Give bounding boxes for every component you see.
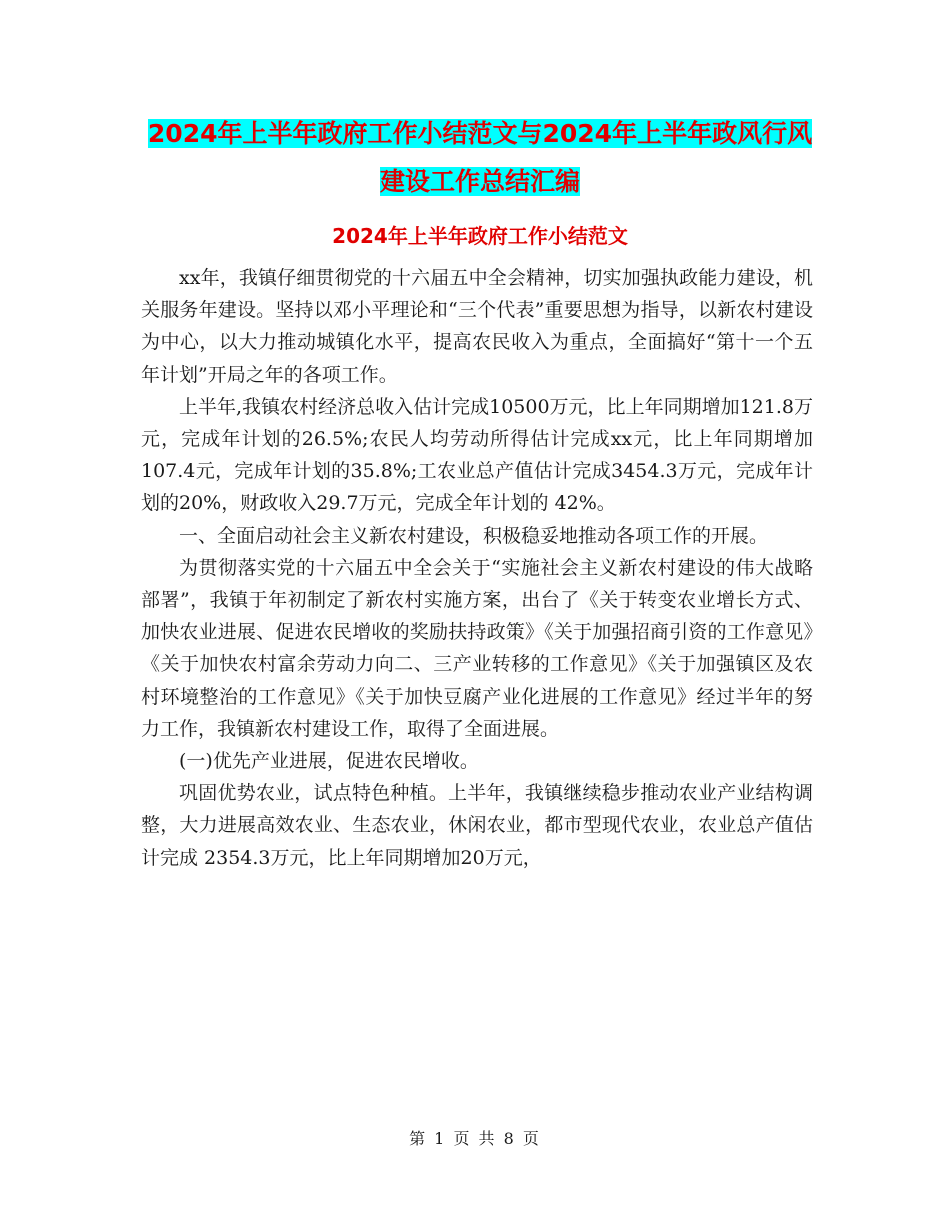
document-body xyxy=(141,262,813,874)
subsection-heading: (一)优先产业进展，促进农民增收。 xyxy=(179,750,479,773)
paragraph: 上半年,我镇农村经济总收入估计完成10500万元，比上年同期增加121.8万元，完成年计划的26.5%;农民人均劳动所得估计完成xx元，比上年同期增加107.4元，完成年计划的35.8%;工农业总产值估计完成3454.3万元，完成年计划的20%，财政收入29.7万元，完成全年计划的 42%。 xyxy=(141,395,813,515)
paragraph: 为贯彻落实党的十六届五中全会关于“实施社会主义新农村建设的伟大战略部署”，我镇于年初制定了新农村实施方案，出台了《关于转变农业增长方式、加快农业进展、促进农民增收的奖励扶持政策》《关于加强招商引资的工作意见》《关于加快农村富余劳动力向二、三产业转移的工作意见》《关于加强镇区及农村环境整治的工作意见》《关于加快豆腐产业化进展的工作意见》经过半年的努力工作，我镇新农村建设工作，取得了全面进展。 xyxy=(141,556,813,740)
paragraph: xx年，我镇仔细贯彻党的十六届五中全会精神，切实加强执政能力建设，机关服务年建设。坚持以邓小平理论和“三个代表”重要思想为指导，以新农村建设为中心，以大力推动城镇化水平，提高农民收入为重点，全面搞好“第十一个五年计划”开局之年的各项工作。 xyxy=(141,267,813,386)
document-title-text: 2024年上半年政府工作小结范文与2024年上半年政风行风建设工作总结汇编 xyxy=(147,119,813,196)
section-heading: 一、全面启动社会主义新农村建设，积极稳妥地推动各项工作的开展。 xyxy=(179,524,769,547)
page-footer: 第 1 页 共 8 页 xyxy=(409,1129,541,1148)
document-title xyxy=(140,110,820,206)
paragraph: 巩固优势农业，试点特色种植。上半年，我镇继续稳步推动农业产业结构调整，大力进展高效农业、生态农业，休闲农业，都市型现代农业，农业总产值估计完成 2354.3万元，比上年同期增加20万元， xyxy=(141,782,813,869)
section-title: 2024年上半年政府工作小结范文 xyxy=(332,224,628,248)
